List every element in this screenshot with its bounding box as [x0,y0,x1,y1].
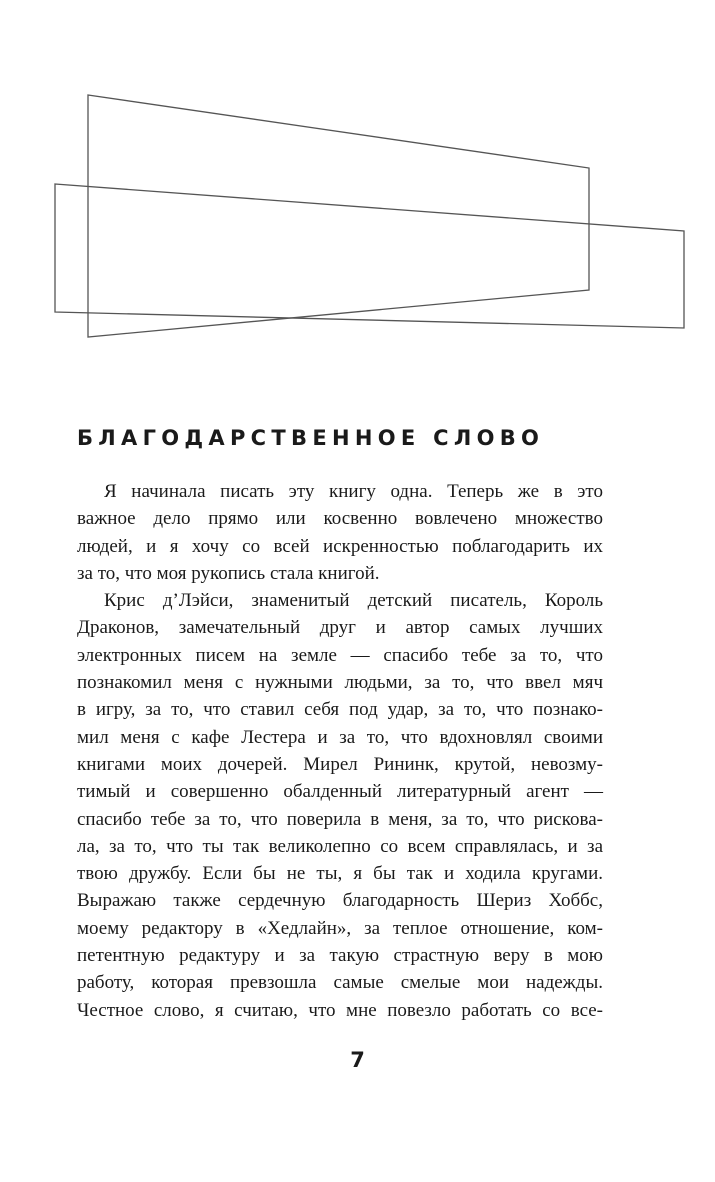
text-line: познакомил меня с нужными людьми, за то, что ввел мяч [77,672,603,694]
text-line: твою дружбу. Если бы не ты, я бы так и ходила кругами. [77,863,603,885]
text-line: Выражаю также сердечную благодарность Шериз Хоббс, [77,890,603,912]
text-line: работу, которая превзошла самые смелые мои надежды. [77,972,603,994]
text-line: петентную редактуру и за такую страстную веру в мою [77,945,603,967]
text-line: спасибо тебе за то, что поверила в меня, за то, что рискова- [77,808,603,830]
text-line: важное дело прямо или косвенно вовлечено множество [77,508,603,530]
chapter-heading: БЛАГОДАРСТВЕННОЕ СЛОВО [77,426,545,450]
page-number: 7 [350,1048,365,1072]
paragraph-1 [77,478,603,587]
text-line: мил меня с кафе Лестера и за то, что вдохновлял своими [77,726,603,748]
decorative-line-art [0,0,715,380]
text-line: моему редактору в «Хедлайн», за теплое отношение, ком- [77,917,603,939]
paragraph-2 [77,587,603,1024]
text-line: Я начинала писать эту книгу одна. Теперь же в это [104,481,603,502]
decor-quad-upper [88,95,589,337]
text-line: Честное слово, я считаю, что мне повезло работать со все- [77,999,603,1021]
text-line: тимый и совершенно обалденный литературный агент — [77,781,603,803]
body-text [77,478,603,1024]
text-line: в игру, за то, что ставил себя под удар, за то, что познако- [77,699,603,721]
text-line: электронных писем на земле — спасибо тебе за то, что [77,644,603,666]
text-line: Крис д’Лэйси, знаменитый детский писатель, Король [104,590,603,612]
text-line: книгами моих дочерей. Мирел Рининк, крутой, невозму- [77,753,603,775]
text-line: Драконов, замечательный друг и автор самых лучших [77,617,603,639]
text-line: ла, за то, что ты так великолепно со всем справлялась, и за [77,835,603,857]
text-line: людей, и я хочу со всей искренностью поблагодарить их [77,535,603,557]
text-line: за то, что моя рукопись стала книгой. [77,562,380,584]
